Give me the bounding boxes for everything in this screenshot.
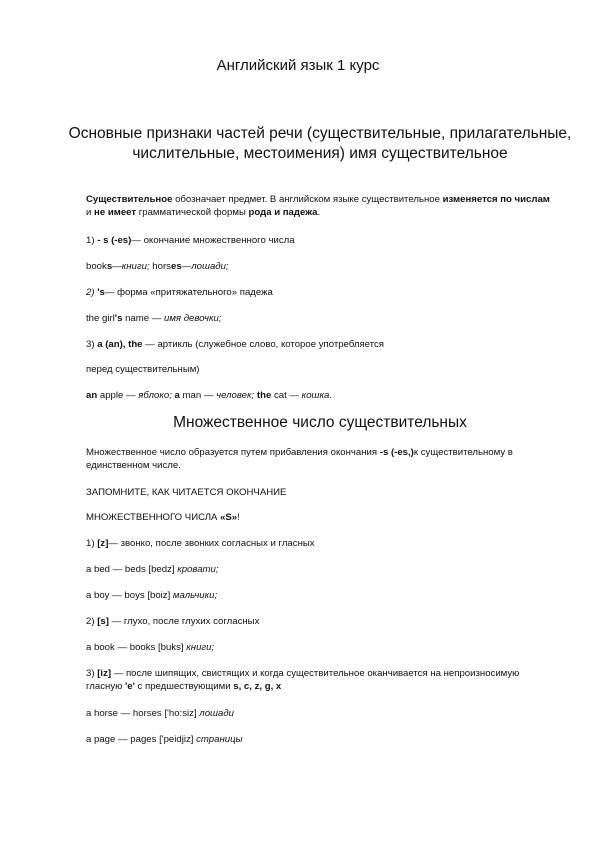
rule-3-letters: s, c, z, g, x bbox=[233, 680, 282, 692]
rule-1-example-2-translation: мальчики; bbox=[172, 590, 218, 601]
rule-2-prefix: 2) bbox=[86, 616, 98, 627]
rule-2-bold: [s] bbox=[97, 616, 109, 627]
rule-3-example-1-text: a horse — horses ['ho:siz] bbox=[86, 708, 200, 719]
example-3-apple-translation: яблоко; bbox=[138, 390, 172, 401]
rule-3-example-2-translation: страницы bbox=[196, 734, 243, 745]
rule-3-example-1-translation: лошади bbox=[199, 708, 234, 719]
rule-3-example-2 bbox=[86, 734, 556, 747]
example-3-cat-translation: кошка bbox=[301, 390, 330, 401]
example-3 bbox=[86, 390, 556, 403]
plural-intro-text-2: к существительному в единственном числе. bbox=[86, 447, 513, 471]
example-1-dash-2: — bbox=[181, 261, 192, 272]
example-1 bbox=[86, 261, 556, 274]
rule-1-example-1-text: a bed — beds [bedz] bbox=[86, 564, 178, 575]
rule-1 bbox=[86, 538, 556, 551]
example-3-man: man — bbox=[179, 390, 217, 401]
rule-3-text-2: с предшествующими bbox=[134, 680, 234, 692]
example-3-the: the bbox=[256, 390, 272, 401]
rule-3-bold: [iz] bbox=[97, 668, 112, 679]
item-1-text: — окончание множественного числа bbox=[131, 235, 295, 246]
rule-3 bbox=[86, 668, 556, 693]
rule-1-example-1 bbox=[86, 564, 556, 577]
item-2-text: — форма «притяжательного» падежа bbox=[104, 287, 273, 298]
rule-1-example-2 bbox=[86, 590, 556, 603]
intro-bold-noun: Существительное bbox=[86, 194, 173, 205]
rule-1-text: — звонко, после звонких согласных и гласных bbox=[108, 538, 315, 549]
remember-line-2-text: МНОЖЕСТВЕННОГО ЧИСЛА bbox=[86, 512, 221, 523]
item-3-continued: перед существительным) bbox=[86, 364, 200, 375]
example-3-man-translation: человек; bbox=[216, 390, 255, 401]
rule-2-example-1-translation: книги; bbox=[186, 642, 215, 653]
example-3-an: an bbox=[86, 390, 98, 401]
example-1-horse-ending: es bbox=[170, 261, 182, 272]
rule-3-example-1 bbox=[86, 708, 556, 721]
item-3 bbox=[86, 339, 556, 352]
item-2-bold: 's bbox=[97, 287, 105, 298]
item-1-prefix: 1) bbox=[86, 235, 98, 246]
item-2-prefix: 2) bbox=[86, 287, 98, 298]
rule-2-example-1 bbox=[86, 642, 556, 655]
intro-text-2: и bbox=[86, 206, 95, 218]
intro-bold-changes: изменяется по числам bbox=[442, 194, 550, 205]
rule-2 bbox=[86, 616, 556, 629]
example-1-horse: hors bbox=[149, 261, 171, 272]
example-2-translation: имя девочки; bbox=[164, 313, 222, 324]
example-2-post: name — bbox=[122, 313, 165, 324]
item-2 bbox=[86, 287, 556, 300]
rule-2-example-1-text: a book — books [buks] bbox=[86, 642, 187, 653]
remember-line-2 bbox=[86, 512, 556, 525]
item-1 bbox=[86, 235, 556, 248]
plural-intro-bold: -s (-es,) bbox=[379, 447, 414, 458]
document-title: Английский язык 1 курс bbox=[216, 57, 380, 74]
rule-1-example-2-text: a boy — boys [boiz] bbox=[86, 590, 173, 601]
plural-heading: Множественное число существительных bbox=[173, 414, 467, 431]
remember-line-2-end: ! bbox=[237, 512, 240, 523]
example-1-horse-translation: лошади; bbox=[191, 261, 229, 272]
rule-1-prefix: 1) bbox=[86, 538, 98, 549]
section-heading: Основные признаки частей речи (существительные, прилагательные, числительные, местоимения) имя существительное bbox=[68, 125, 572, 162]
remember-line-2-bold: «S» bbox=[220, 512, 238, 523]
example-3-cat: cat — bbox=[271, 390, 302, 401]
example-3-a: a bbox=[174, 390, 180, 401]
intro-text-4: . bbox=[317, 206, 321, 218]
example-1-book-ending: s bbox=[106, 261, 113, 272]
example-1-book-translation: книги; bbox=[121, 261, 150, 272]
example-3-end: . bbox=[329, 390, 333, 401]
intro-bold-not-have: не имеет bbox=[94, 206, 137, 218]
item-1-bold: - s (-es) bbox=[97, 235, 132, 246]
example-2-bold: 's bbox=[114, 313, 123, 324]
rule-1-example-1-translation: кровати; bbox=[177, 564, 219, 575]
example-2 bbox=[86, 313, 556, 326]
intro-bold-gender-case: рода и падежа bbox=[248, 206, 318, 218]
item-3-prefix: 3) bbox=[86, 339, 98, 350]
rule-3-example-2-text: a page — pages ['peidjiz] bbox=[86, 734, 197, 745]
intro-text-1: обозначает предмет. В английском языке существительное bbox=[172, 194, 443, 205]
item-3-text: — артикль (служебное слово, которое употребляется bbox=[142, 339, 384, 350]
plural-intro bbox=[86, 447, 556, 472]
intro-text-3: грамматической формы bbox=[136, 206, 249, 218]
plural-intro-text-1: Множественное число образуется путем прибавления окончания bbox=[86, 447, 380, 458]
example-3-apple: apple — bbox=[97, 390, 139, 401]
intro-paragraph bbox=[86, 194, 556, 219]
rule-1-bold: [z] bbox=[97, 538, 109, 549]
rule-3-text: — после шипящих, свистящих и когда существительное оканчивается на непроизносимую гласную bbox=[86, 668, 520, 692]
rule-3-prefix: 3) bbox=[86, 668, 98, 679]
item-3-bold: a (an), the bbox=[97, 339, 143, 350]
example-1-dash-1: — bbox=[112, 261, 122, 272]
example-2-pre: the girl bbox=[86, 313, 115, 324]
remember-line-1: ЗАПОМНИТЕ, КАК ЧИТАЕТСЯ ОКОНЧАНИЕ bbox=[86, 487, 287, 498]
example-1-book: book bbox=[86, 261, 107, 272]
rule-2-text: — глухо, после глухих согласных bbox=[108, 616, 260, 627]
rule-3-silent-e: 'e' bbox=[124, 680, 135, 692]
